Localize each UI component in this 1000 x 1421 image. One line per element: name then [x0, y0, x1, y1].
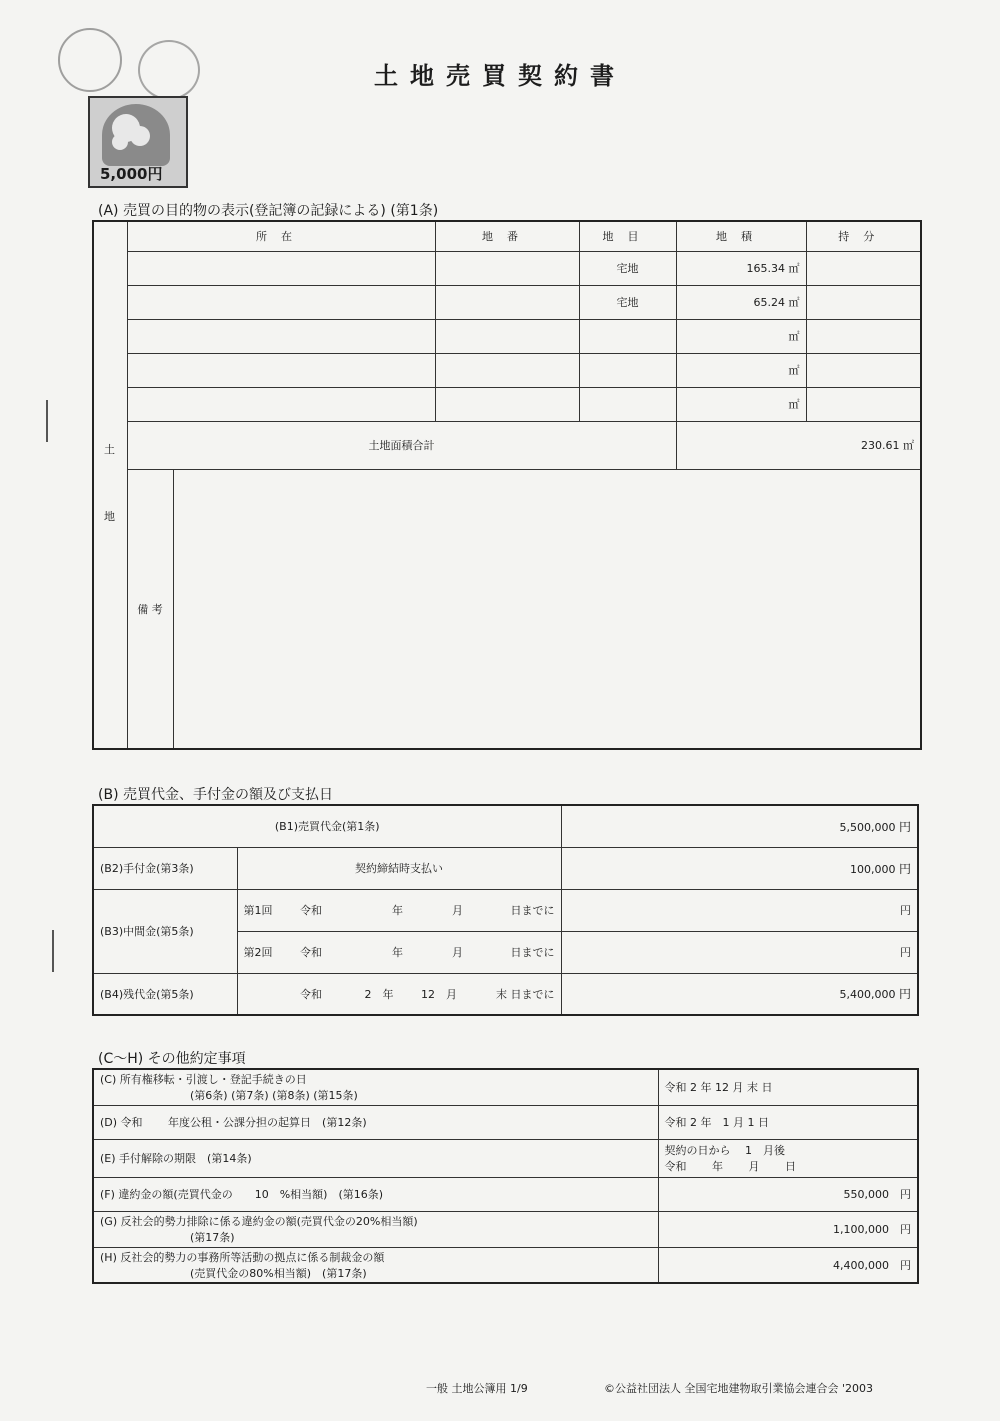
land-label-char-1: 土 [104, 443, 115, 456]
b3-second-year[interactable]: 年 [349, 931, 409, 973]
binding-mark [46, 400, 48, 442]
table-row [93, 353, 921, 387]
b2-label: (B2)手付金(第3条) [93, 847, 237, 889]
total-area-value: 230.61 ㎡ [676, 421, 921, 469]
share-cell[interactable] [806, 353, 921, 387]
revenue-stamp [88, 96, 188, 188]
b3-second-no: 第2回 [237, 931, 294, 973]
land-label-char-2: 地 [104, 510, 115, 523]
footer-copyright: ©公益社団法人 全国宅地建物取引業協会連合会 '2003 [604, 1382, 874, 1395]
h-label: (H) 反社会的勢力の事務所等活動の拠点に係る制裁金の額 (売買代金の80%相当額) (第17条) [93, 1247, 658, 1283]
area-cell[interactable]: 165.34 ㎡ [676, 251, 806, 285]
share-cell[interactable] [806, 319, 921, 353]
b2-value[interactable]: 100,000 円 [561, 847, 918, 889]
section-c-heading: (C〜H) その他約定事項 [98, 1051, 246, 1067]
share-cell[interactable] [806, 251, 921, 285]
category-cell[interactable] [579, 353, 676, 387]
b4-year[interactable]: 2 年 [349, 973, 409, 1015]
remarks-field[interactable] [173, 469, 921, 749]
e-label: (E) 手付解除の期限 (第14条) [93, 1139, 658, 1177]
table-row [93, 319, 921, 353]
lot-cell[interactable] [435, 251, 579, 285]
c-value[interactable]: 令和 2 年 12 月 末 日 [658, 1069, 918, 1105]
b2-desc: 契約締結時支払い [237, 847, 561, 889]
total-area-label: 土地面積合計 [127, 421, 676, 469]
location-cell[interactable] [127, 285, 435, 319]
g-label: (G) 反社会的勢力排除に係る違約金の額(売買代金の20%相当額) (第17条) [93, 1211, 658, 1247]
b3-first-value[interactable]: 円 [561, 889, 918, 931]
header-category: 地目 [579, 221, 676, 251]
h-value[interactable]: 4,400,000 円 [658, 1247, 918, 1283]
property-table [92, 220, 922, 750]
c-label: (C) 所有権移転・引渡し・登記手続きの日 (第6条) (第7条) (第8条) (第15条) [93, 1069, 658, 1105]
header-area: 地積 [676, 221, 806, 251]
b1-value[interactable]: 5,500,000 円 [561, 805, 918, 847]
section-b-heading: (B) 売買代金、手付金の額及び支払日 [98, 787, 333, 803]
b4-month[interactable]: 12 月 [409, 973, 469, 1015]
f-label: (F) 違約金の額(売買代金の 10 %相当額) (第16条) [93, 1177, 658, 1211]
share-cell[interactable] [806, 285, 921, 319]
b4-value[interactable]: 5,400,000 円 [561, 973, 918, 1015]
footer-form-id: 一般 土地公簿用 1/9 [426, 1382, 528, 1395]
area-cell[interactable]: ㎡ [676, 353, 806, 387]
d-label: (D) 令和 年度公租・公課分担の起算日 (第12条) [93, 1105, 658, 1139]
category-cell[interactable]: 宅地 [579, 285, 676, 319]
flower-icon [112, 114, 140, 142]
b3-first-month[interactable]: 月 [409, 889, 469, 931]
binding-mark [52, 930, 54, 972]
lot-cell[interactable] [435, 285, 579, 319]
b3-first-era: 令和 [294, 889, 349, 931]
other-terms-table [92, 1068, 919, 1284]
b3-first-year[interactable]: 年 [349, 889, 409, 931]
b4-label: (B4)残代金(第5条) [93, 973, 237, 1015]
location-cell[interactable] [127, 251, 435, 285]
b3-second-deadline[interactable]: 日までに [469, 931, 561, 973]
payment-table [92, 804, 919, 1016]
b3-second-era: 令和 [294, 931, 349, 973]
area-cell[interactable]: ㎡ [676, 319, 806, 353]
category-cell[interactable]: 宅地 [579, 251, 676, 285]
table-row [93, 285, 921, 319]
category-cell[interactable] [579, 319, 676, 353]
lot-cell[interactable] [435, 387, 579, 421]
lot-cell[interactable] [435, 353, 579, 387]
b3-first-no: 第1回 [237, 889, 294, 931]
land-label-top-cell [93, 221, 127, 469]
header-lot: 地番 [435, 221, 579, 251]
area-cell[interactable]: ㎡ [676, 387, 806, 421]
b3-second-value[interactable]: 円 [561, 931, 918, 973]
b4-deadline[interactable]: 末 日までに [469, 973, 561, 1015]
location-cell[interactable] [127, 319, 435, 353]
category-cell[interactable] [579, 387, 676, 421]
f-value[interactable]: 550,000 円 [658, 1177, 918, 1211]
remarks-label: 備 考 [127, 469, 173, 749]
area-cell[interactable]: 65.24 ㎡ [676, 285, 806, 319]
b1-label: (B1)売買代金(第1条) [93, 805, 561, 847]
header-location: 所在 [127, 221, 435, 251]
location-cell[interactable] [127, 387, 435, 421]
b3-second-month[interactable]: 月 [409, 931, 469, 973]
b3-first-deadline[interactable]: 日までに [469, 889, 561, 931]
table-row [93, 251, 921, 285]
b4-era: 令和 [294, 973, 349, 1015]
b3-label: (B3)中間金(第5条) [93, 889, 237, 973]
d-value[interactable]: 令和 2 年 1 月 1 日 [658, 1105, 918, 1139]
lot-cell[interactable] [435, 319, 579, 353]
g-value[interactable]: 1,100,000 円 [658, 1211, 918, 1247]
stamp-price: 5,000円 [100, 165, 163, 183]
location-cell[interactable] [127, 353, 435, 387]
header-share: 持分 [806, 221, 921, 251]
section-a-heading: (A) 売買の目的物の表示(登記簿の記録による) (第1条) [98, 203, 439, 219]
e-value[interactable]: 契約の日から 1 月後 令和 年 月 日 [658, 1139, 918, 1177]
share-cell[interactable] [806, 387, 921, 421]
document-title: 土地売買契約書 [374, 62, 626, 90]
table-row [93, 387, 921, 421]
